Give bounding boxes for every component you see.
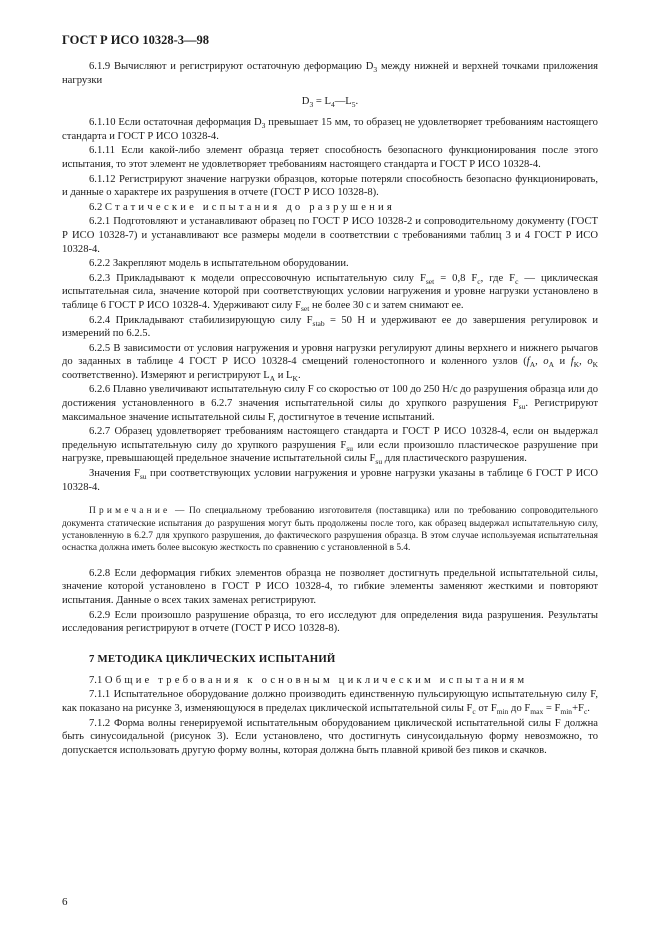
page-number: 6 (62, 896, 68, 908)
paragraph-6-1-9: 6.1.9 Вычисляют и регистрируют остаточную деформацию $D_3$ между нижней и верхней точками приложения нагрузки (62, 61, 598, 86)
paragraph-6-2-7: 6.2.7 Образец удовлетворяет требованиям настоящего стандарта и ГОСТ Р ИСО 10328-4, если он выдержал предельную испытательную силу до хрупкого разрушения $F_{su}$ или если произошло пластическое разрушение при нагрузке, превышающей предельное значение испытательной силы $F_{su}$ для пластического разрушения. (62, 426, 598, 467)
paragraph-6-1-12: 6.1.12 Регистрируют значение нагрузки образцов, которые потеряли способность безопасно функционировать, и данные о характере их разрушения в отчете (ГОСТ Р ИСО 10328-8). (62, 173, 598, 199)
paragraph-6-2-4: 6.2.4 Прикладывают стабилизирующую силу $F_{stab} = 50$ Н и удерживают ее до завершения регулировок и измерений по 6.2.5. (62, 314, 598, 340)
formula-d3: $D_3$ = $L_4—L_5$. (301, 96, 359, 110)
paragraph-6-1-11: 6.1.11 Если какой-либо элемент образца теряет способность безопасного функционирования после этого испытания, то этот элемент не удовлетворяет требованиям настоящего стандарта и ГОСТ Р ИСО 10328-4. (62, 145, 598, 170)
paragraph-6-1-10: 6.1.10 Если остаточная деформация $D_3$ превышает 15 мм, то образец не удовлетворяет требованиям настоящего стандарта и ГОСТ Р ИСО 10328-4. (62, 117, 598, 142)
paragraph-6-2-8: 6.2.8 Если деформация гибких элементов образца не позволяет достигнуть предельной испытательной силы, значение которой установлено в ГОСТ Р ИСО 10328-4, то гибкие элементы заменяют жесткими и повторяют испытания. Данные о всех таких заменах регистрируют. (62, 567, 598, 607)
paragraph-6-2-6: 6.2.6 Плавно увеличивают испытательную силу F со скоростью от 100 до 250 Н/с до разрушения образца или до достижения установленного в 6.2.7 значения испытательной силы до хрупкого разрушения $F_{su}$. Регистрируют максимальное значение испытательной силы F, достигнутое в течение испытаний. (62, 384, 599, 423)
section-7-heading: 7 МЕТОДИКА ЦИКЛИЧЕСКИХ ИСПЫТАНИЙ (89, 652, 336, 665)
text-column (62, 60, 598, 757)
paragraph-6-2-7-values: Значения $F_{su}$ при соответствующих условии нагружения и уровне нагрузки указаны в таблице 6 ГОСТ Р ИСО 10328-4. (62, 468, 598, 493)
paragraph-6-2-9: 6.2.9 Если произошло разрушение образца, то его исследуют для определения вида разрушения. Результаты исследования регистрируют в отчете (ГОСТ Р ИСО 10328-8). (62, 609, 598, 635)
note: Примечание — По специальному требованию изготовителя (поставщика) или по требованию сопроводительного документа статические испытания до разрушения могут быть продолжены после того, как образец выдержал испытательную силу, установленную в 6.2.7 для хрупкого разрушения, до фактического разрушения образца. В этом случае используемая испытательная оснастка должна иметь более высокую жесткость по сравнению с установленной в 5.4. (62, 506, 598, 554)
paragraph-6-2-1: 6.2.1 Подготовляют и устанавливают образец по ГОСТ Р ИСО 10328-2 и сопроводительному документу (ГОСТ Р ИСО 10328-7) и устанавливают все размеры модели в соответствии с требованиями таблиц 3 и 4 ГОСТ Р ИСО 10328-4. (62, 216, 598, 255)
paragraph-7-1-1: 7.1.1 Испытательное оборудование должно производить единственную пульсирующую испытательную силу F, как показано на рисунке 3, изменяющуюся в пределах циклической испытательной силы $F_c$ от $F_{min}$ до $F_{max} = F_{min}+F_c$. (62, 689, 598, 717)
paragraph-6-2-3: 6.2.3 Прикладывают к модели опрессовочную испытательную силу $F_{set} = 0,8$ $F_c$, где $F_c$ — циклическая испытательная сила, значение которой при соответствующих условии нагружения и уровне нагрузки установлено в таблице 6 ГОСТ Р ИСО 10328-4. Удерживают силу $F_{set}$ не более 30 с и затем снимают ее. (62, 272, 598, 314)
subsection-6-2: 6.2 Статические испытания до разрушения (89, 201, 395, 213)
paragraph-6-2-5: 6.2.5 В зависимости от условия нагружения и уровня нагрузки регулируют длины верхнего и нижнего рычагов до заданных в таблице 4 ГОСТ Р ИСО 10328-4 смещений голеностопного и коленного узлов ($f_A$, $o_A$ и $f_K$, $o_K$ соответственно). Измеряют и регистрируют $L_A$ и $L_K$. (62, 342, 599, 383)
subsection-7-1: 7.1 Общие требования к основным циклическим испытаниям (89, 674, 528, 686)
running-header: ГОСТ Р ИСО 10328-3—98 (62, 33, 210, 47)
paragraph-7-1-2: 7.1.2 Форма волны генерируемой испытательным оборудованием циклической испытательной силы F должна быть синусоидальной (рисунок 3). Если установлено, что достигнуть синусоидальную форму невозможно, то допускается использовать другую форму волны, которая должна быть плавной кривой без пиков и скачков. (62, 717, 598, 756)
paragraph-6-2-2: 6.2.2 Закрепляют модель в испытательном оборудовании. (89, 258, 349, 270)
